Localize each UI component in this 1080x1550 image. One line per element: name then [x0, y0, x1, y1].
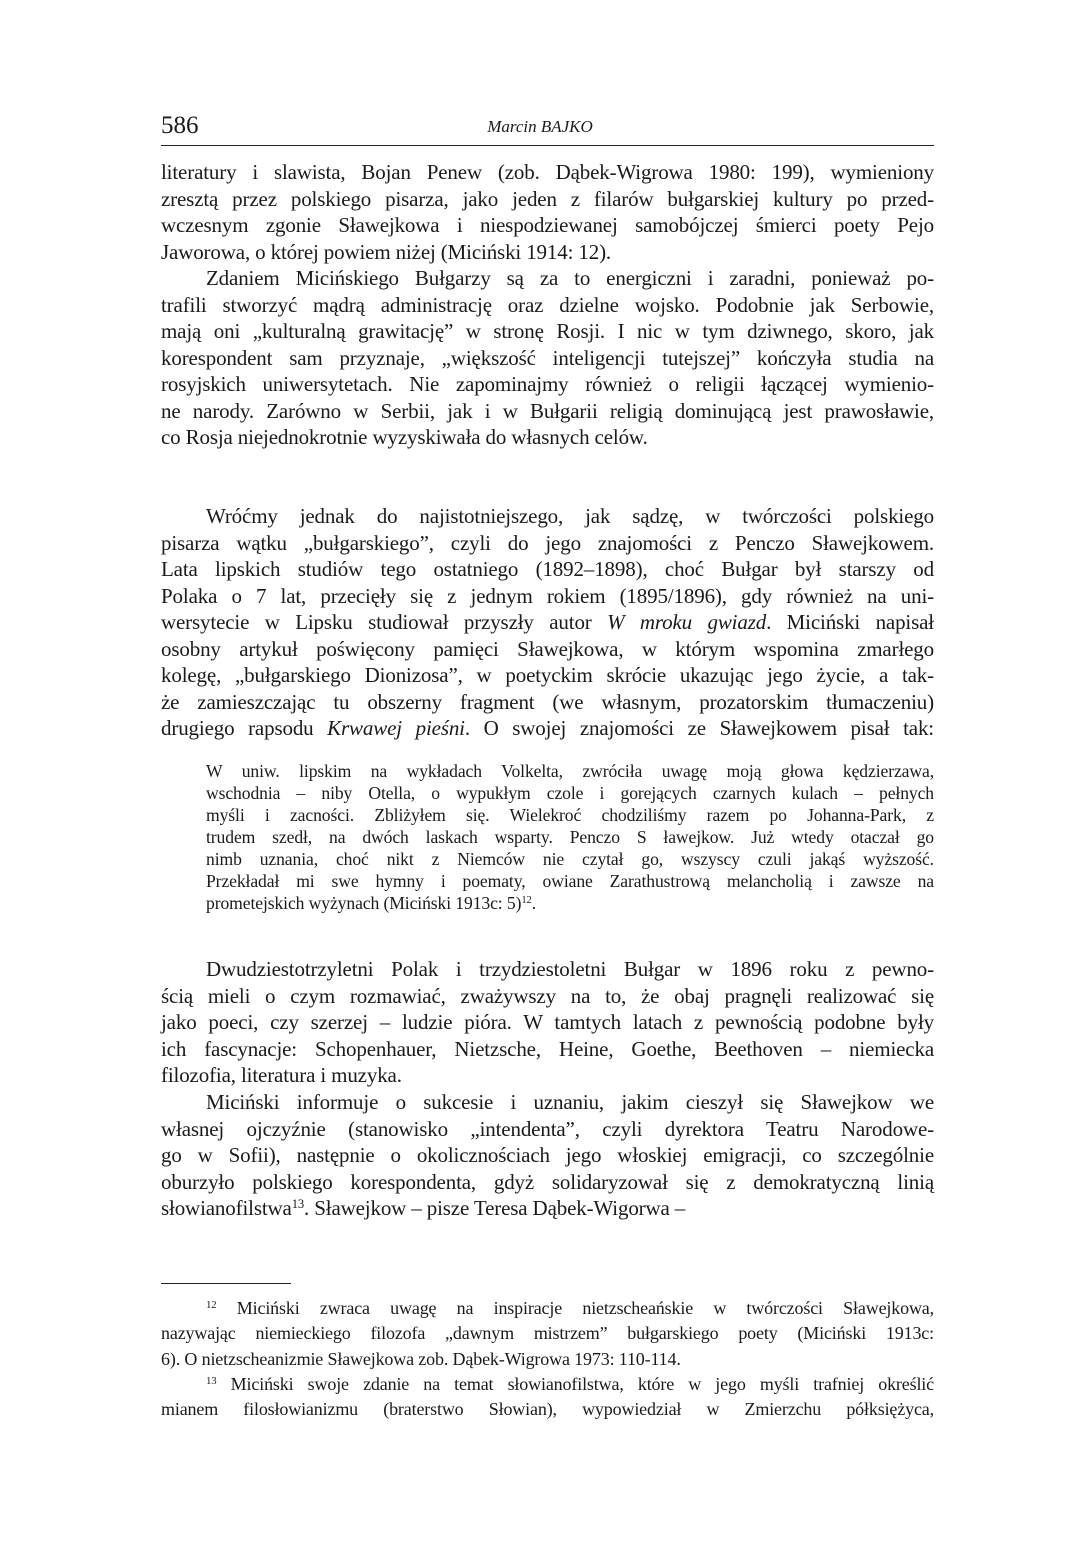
text-line — [161, 265, 934, 292]
text-line — [161, 609, 934, 636]
text-run: go w Sofii), następnie o okolicznościach jego włoskiej emigracji, co szczególnie — [161, 1143, 934, 1168]
text-line — [161, 1397, 934, 1422]
text-run: osobny artykuł poświęcony pamięci Sławejkowa, w którym wspomina zmarłego — [161, 636, 934, 661]
text-line — [161, 1195, 934, 1222]
text-line — [161, 212, 934, 239]
running-title: Marcin BAJKO — [487, 117, 593, 136]
text-line — [161, 556, 934, 583]
text-line — [161, 636, 934, 663]
text-line — [206, 782, 934, 804]
text-run: ne narody. Zarówno w Serbii, jak i w Bułgarii religią dominującą jest prawosławie, — [161, 398, 934, 423]
text-line — [161, 1089, 934, 1116]
footnote-13 — [161, 1372, 934, 1423]
header-rule — [161, 145, 934, 146]
text-line — [161, 1062, 934, 1089]
text-run: oburzyło polskiego korespondenta, gdyż solidaryzował się z demokratyczną linią — [161, 1169, 934, 1194]
footnote-ref: 12 — [206, 1299, 217, 1312]
text-line — [161, 689, 934, 716]
text-line — [161, 1036, 934, 1063]
text-line — [161, 1372, 934, 1397]
text-line — [161, 1169, 934, 1196]
text-run: wersytecie w Lipsku studiował przyszły autor — [161, 610, 608, 635]
text-line — [161, 239, 934, 266]
text-run: Miciński informuje o sukcesie i uznaniu, jakim cieszył się Sławejkow we — [206, 1090, 934, 1114]
text-run: trudem szedł, na dwóch laskach wsparty. Penczo S ławejkow. Już wtedy otaczał go — [206, 827, 934, 847]
text-run: wschodnia – niby Otella, o wypukłym czole i gorejących czarnych kulach – pełnych — [206, 783, 934, 803]
block-quote — [206, 760, 934, 914]
text-run: . — [531, 893, 537, 913]
text-run: Wróćmy jednak do najistotniejszego, jak sądzę, w twórczości polskiego — [206, 504, 934, 528]
text-run: mają oni „kulturalną grawitację” w stronę Rosji. I nic w tym dziwnego, skoro, jak — [161, 319, 934, 344]
text-line — [161, 983, 934, 1010]
text-line — [161, 398, 934, 425]
paragraph-2 — [161, 265, 934, 451]
text-run: . O swojej znajomości ze Sławejkowem pisał tak: — [464, 716, 934, 741]
text-run: Lata lipskich studiów tego ostatniego (1892–1898), choć Bułgar był starszy od — [161, 557, 934, 582]
text-line — [161, 292, 934, 319]
text-run: 6). O nietzscheanizmie Sławejkowa zob. Dąbek-Wigrowa 1973: 110-114. — [161, 1348, 681, 1369]
text-run: mianem filosłowianizmu (braterstwo Słowian), wypowiedział w Zmierzchu półksiężyca, — [161, 1399, 934, 1420]
text-run: myśli i zacności. Zbliżyłem się. Wielekroć chodziliśmy razem po Johanna-Park, z — [206, 805, 934, 825]
text-line — [161, 715, 934, 742]
text-run: jako poeci, czy szerzej – ludzie pióra. W tamtych latach z pewnością podobne były — [161, 1010, 934, 1035]
text-line — [206, 804, 934, 826]
text-run: drugiego rapsodu — [161, 716, 328, 741]
text-run: ścią mieli o czym rozmawiać, zważywszy na to, że obaj pragnęli realizować się — [161, 983, 934, 1008]
text-run: Przekładał mi swe hymny i poematy, owiane Zarathustrową melancholią i zawsze na — [206, 871, 934, 891]
text-run: Zdaniem Micińskiego Bułgarzy są za to energiczni i zaradni, ponieważ po- — [206, 266, 934, 290]
footnote-ref: 13 — [206, 1375, 217, 1388]
text-line — [206, 870, 934, 892]
text-run: własnej ojczyźnie (stanowisko „intendenta”, czyli dyrektora Teatru Narodowe- — [161, 1116, 934, 1141]
text-line — [161, 1116, 934, 1143]
text-run: . Sławejkow – pisze Teresa Dąbek-Wigorwa – — [304, 1196, 686, 1221]
text-run: prometejskich wyżynach (Miciński 1913c: 5) — [206, 893, 522, 913]
text-run: kolegę, „bułgarskiego Dionizosa”, w poetyckim skrócie ukazując jego życie, a tak- — [161, 663, 934, 688]
text-run: Miciński zwraca uwagę na inspiracje nietzscheańskie w twórczości Sławejkowa, — [216, 1298, 934, 1318]
footnote-rule — [161, 1283, 291, 1284]
text-line — [161, 503, 934, 530]
text-line — [161, 424, 934, 451]
text-run: co Rosja niejednokrotnie wyzyskiwała do własnych celów. — [161, 425, 648, 450]
text-run: że zamieszczając tu obszerny fragment (we własnym, prozatorskim tłumaczeniu) — [161, 689, 934, 714]
text-line — [161, 318, 934, 345]
text-run: filozofia, literatura i muzyka. — [161, 1063, 402, 1088]
paragraph-3 — [161, 503, 934, 742]
text-run: Jaworowa, o której powiem niżej (Miciński 1914: 12). — [161, 239, 612, 264]
paragraph-1 — [161, 159, 934, 265]
paragraph-5 — [161, 1089, 934, 1222]
text-line — [161, 371, 934, 398]
text-line — [161, 1142, 934, 1169]
italic-title: Krwawej pieśni — [327, 716, 465, 741]
text-line — [206, 760, 934, 782]
text-run: nazywając niemieckiego filozofa „dawnym mistrzem” bułgarskiego poety (Miciński 1913c: — [161, 1323, 934, 1344]
text-line — [161, 530, 934, 557]
text-line — [206, 826, 934, 848]
text-line — [206, 892, 934, 914]
text-run: rosyjskich uniwersytetach. Nie zapominajmy również o religii łączącej wymienio- — [161, 372, 934, 397]
paragraph-4 — [161, 956, 934, 1089]
text-run: literatury i slawista, Bojan Penew (zob. Dąbek-Wigrowa 1980: 199), wymieniony — [161, 160, 934, 184]
text-line — [161, 662, 934, 689]
text-line — [161, 186, 934, 213]
footnote-12 — [161, 1296, 934, 1372]
text-line — [161, 1321, 934, 1346]
text-run: słowianofilstwa — [161, 1196, 292, 1221]
text-run: trafili stworzyć mądrą administrację oraz dzielne wojsko. Podobnie jak Serbowie, — [161, 292, 934, 317]
text-run: ich fascynacje: Schopenhauer, Nietzsche, Heine, Goethe, Beethoven – niemiecka — [161, 1036, 934, 1061]
text-line — [161, 583, 934, 610]
text-run: zresztą przez polskiego pisarza, jako jeden z filarów bułgarskiej kultury po przed- — [161, 186, 934, 211]
text-line — [161, 1347, 934, 1372]
text-line — [161, 1009, 934, 1036]
text-line — [161, 159, 934, 186]
footnote-ref: 13 — [291, 1197, 305, 1212]
text-line — [206, 848, 934, 870]
text-line — [161, 956, 934, 983]
text-run: Polaka o 7 lat, przecięły się z jednym rokiem (1895/1896), gdy również na uni- — [161, 583, 934, 608]
footnote-ref: 12 — [521, 895, 532, 907]
text-run: korespondent sam przyznaje, „większość inteligencji tutejszej” kończyła studia na — [161, 345, 934, 370]
page-number: 586 — [161, 112, 199, 139]
text-run: Miciński swoje zdanie na temat słowianofilstwa, które w jego myśli trafniej określić — [216, 1374, 934, 1394]
text-run: . Miciński napisał — [766, 610, 934, 635]
text-run: pisarza wątku „bułgarskiego”, czyli do jego znajomości z Penczo Sławejkowem. — [161, 530, 934, 555]
text-run: wczesnym zgonie Sławejkowa i niespodziewanej samobójczej śmierci poety Pejo — [161, 213, 934, 238]
text-run: Dwudziestotrzyletni Polak i trzydziestoletni Bułgar w 1896 roku z pewno- — [206, 957, 934, 981]
text-run: W uniw. lipskim na wykładach Volkelta, zwróciła uwagę moją głowa kędzierzawa, — [206, 761, 934, 781]
text-line — [161, 345, 934, 372]
text-run: nimb uznania, choć nikt z Niemców nie czytał go, wszyscy czuli jakąś wyższość. — [206, 849, 934, 869]
text-line — [161, 1296, 934, 1321]
italic-title: W mroku gwiazd — [607, 610, 767, 635]
